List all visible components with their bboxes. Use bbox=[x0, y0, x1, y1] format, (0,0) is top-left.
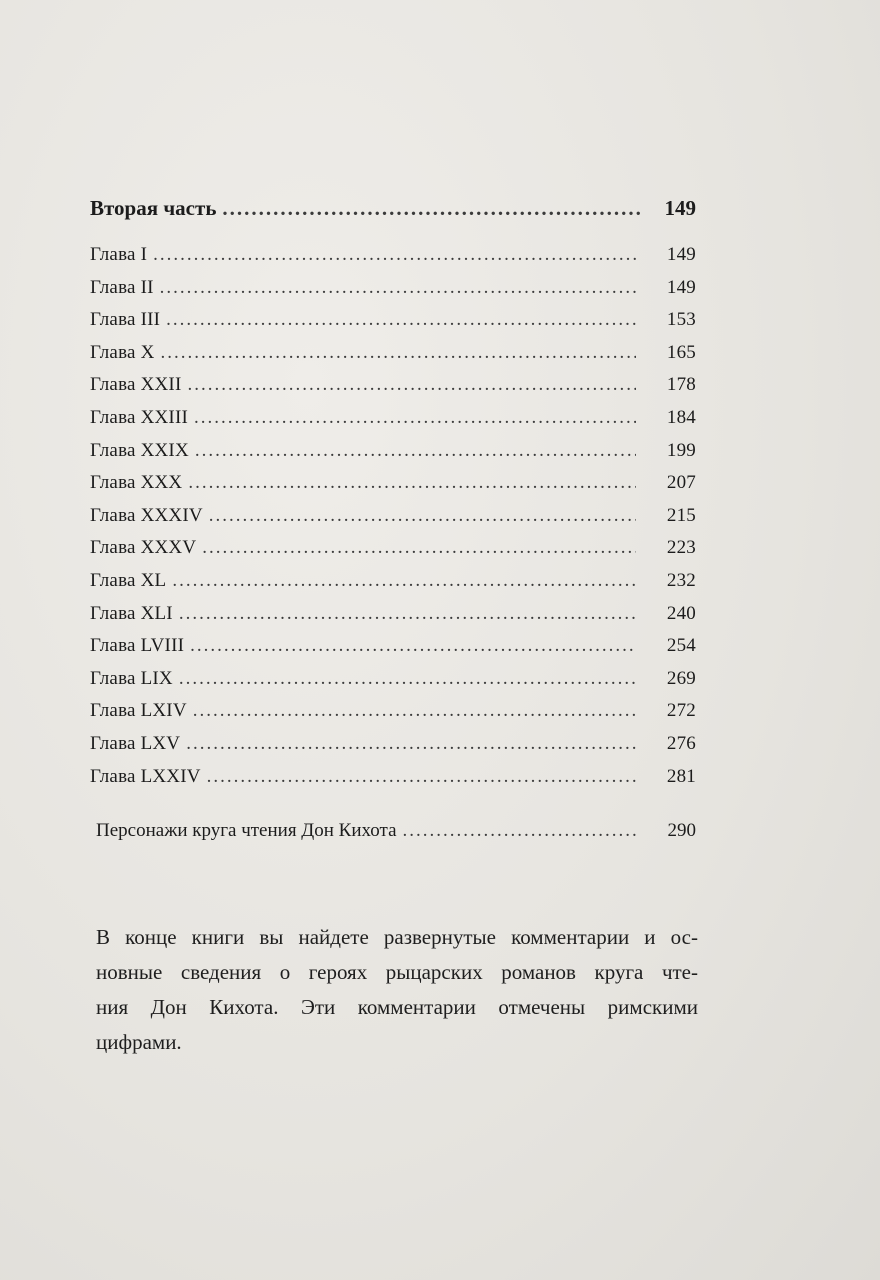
chapter-label: Глава LIX bbox=[90, 667, 173, 689]
chapter-page-number: 149 bbox=[666, 244, 696, 265]
leader-dots bbox=[160, 277, 636, 299]
leader-dots bbox=[179, 668, 636, 690]
leader-dots bbox=[209, 505, 636, 527]
chapter-page-number: 199 bbox=[666, 439, 696, 461]
chapter-label: Глава XXXIV bbox=[90, 504, 203, 526]
toc-entry-chapter bbox=[90, 603, 696, 636]
chapter-label: Глава III bbox=[90, 309, 161, 331]
toc-entry-chapter bbox=[90, 374, 696, 407]
chapter-page-number: 240 bbox=[666, 602, 696, 624]
note-line: цифрами. bbox=[96, 1030, 182, 1054]
chapter-label: Глава XLI bbox=[90, 602, 173, 624]
toc-entry-chapter bbox=[90, 668, 696, 701]
toc-entry-chapter bbox=[90, 635, 696, 668]
leader-dots bbox=[166, 309, 636, 331]
toc-entry-chapter bbox=[90, 537, 696, 570]
leader-dots bbox=[222, 196, 640, 221]
part-page-number: 149 bbox=[664, 196, 696, 220]
chapter-label: Глава XXIX bbox=[90, 439, 189, 461]
chapter-label: Глава X bbox=[90, 341, 155, 363]
leader-dots bbox=[195, 440, 636, 462]
chapter-label: Глава LXXIV bbox=[90, 765, 201, 787]
leader-dots bbox=[188, 472, 636, 494]
chapter-page-number: 276 bbox=[666, 732, 696, 754]
chapter-label: Глава XXXV bbox=[90, 537, 197, 559]
chapter-label: Глава XXII bbox=[90, 374, 182, 396]
chapter-page-number: 165 bbox=[666, 341, 696, 363]
leader-dots bbox=[207, 766, 636, 788]
chapter-label: Глава LVIII bbox=[90, 635, 185, 657]
toc-entry-chapter bbox=[90, 342, 696, 375]
chapter-list bbox=[90, 244, 696, 798]
toc-entry-chapter bbox=[90, 277, 696, 310]
chapter-page-number: 254 bbox=[666, 635, 696, 657]
leader-dots bbox=[161, 342, 637, 364]
note-line: В конце книги вы найдете развернутые комментарии и ос- bbox=[96, 925, 698, 949]
chapter-page-number: 223 bbox=[666, 537, 696, 559]
leader-dots bbox=[194, 407, 636, 429]
toc-entry-chapter bbox=[90, 472, 696, 505]
chapter-label: Глава LXV bbox=[90, 732, 181, 754]
leader-dots bbox=[153, 244, 636, 266]
toc-entry-chapter bbox=[90, 766, 696, 799]
leader-dots bbox=[403, 820, 636, 842]
toc-entry-chapter bbox=[90, 440, 696, 473]
entry-page-number: 290 bbox=[667, 820, 696, 842]
footnote-paragraph bbox=[96, 920, 698, 1060]
chapter-label: Глава LXIV bbox=[90, 700, 187, 722]
leader-dots bbox=[190, 635, 636, 657]
toc-entry-chapter bbox=[90, 700, 696, 733]
toc-entry-chapter bbox=[90, 570, 696, 603]
table-of-contents bbox=[90, 196, 696, 854]
chapter-page-number: 269 bbox=[666, 667, 696, 689]
chapter-label: Глава I bbox=[90, 244, 148, 265]
chapter-page-number: 215 bbox=[666, 504, 696, 526]
chapter-page-number: 207 bbox=[666, 472, 696, 494]
chapter-page-number: 178 bbox=[666, 374, 696, 396]
chapter-page-number: 272 bbox=[666, 700, 696, 722]
leader-dots bbox=[193, 700, 636, 722]
toc-entry-chapter bbox=[90, 309, 696, 342]
toc-entry-chapter bbox=[90, 407, 696, 440]
toc-entry-chapter bbox=[90, 244, 696, 277]
note-line: ния Дон Кихота. Эти комментарии отмечены римскими bbox=[96, 995, 698, 1019]
chapter-page-number: 232 bbox=[666, 569, 696, 591]
leader-dots bbox=[179, 603, 636, 625]
chapter-label: Глава II bbox=[90, 276, 154, 298]
entry-label: Персонажи круга чтения Дон Кихота bbox=[96, 820, 397, 842]
part-title: Вторая часть bbox=[90, 196, 217, 220]
chapter-label: Глава XL bbox=[90, 569, 167, 591]
note-line: новные сведения о героях рыцарских романов круга чте- bbox=[96, 960, 698, 984]
chapter-label: Глава XXIII bbox=[90, 406, 188, 428]
chapter-page-number: 281 bbox=[666, 765, 696, 787]
toc-entry-characters bbox=[90, 820, 696, 854]
leader-dots bbox=[172, 570, 636, 592]
leader-dots bbox=[202, 537, 636, 559]
chapter-label: Глава XXX bbox=[90, 472, 183, 494]
toc-part-heading bbox=[90, 196, 696, 232]
leader-dots bbox=[186, 733, 636, 755]
leader-dots bbox=[187, 374, 636, 396]
toc-entry-chapter bbox=[90, 733, 696, 766]
chapter-page-number: 153 bbox=[666, 309, 696, 331]
toc-entry-chapter bbox=[90, 505, 696, 538]
chapter-page-number: 184 bbox=[666, 406, 696, 428]
chapter-page-number: 149 bbox=[666, 276, 696, 298]
